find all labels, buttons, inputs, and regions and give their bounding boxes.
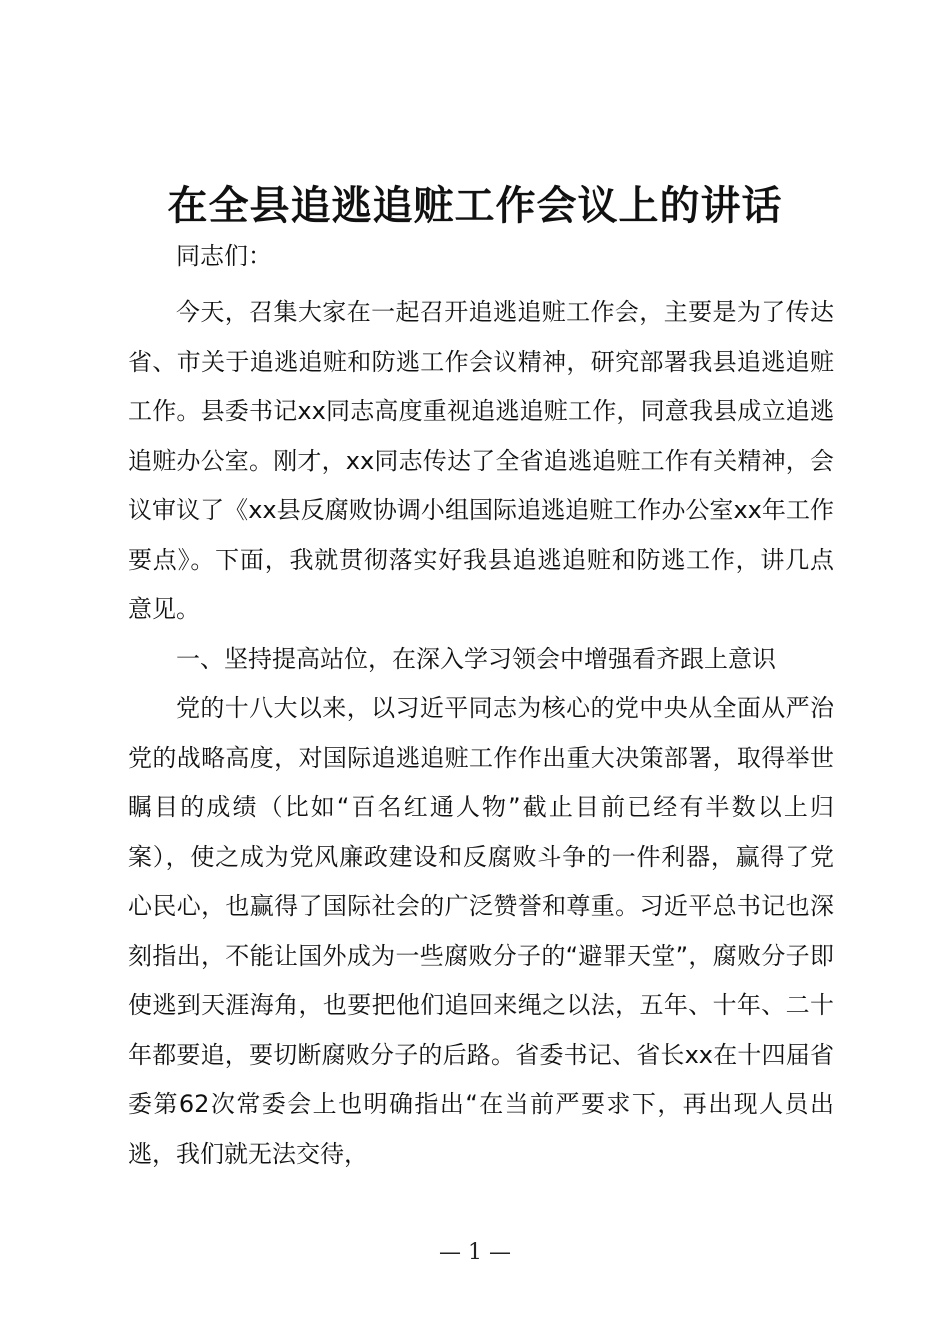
paragraph-intro: 今天，召集大家在一起召开追逃追赃工作会，主要是为了传达省、市关于追逃追赃和防逃工作会议精神，研究部署我县追逃追赃工作。县委书记xx同志高度重视追逃追赃工作，同意我县成立追逃追赃办公室。刚才，xx同志传达了全省追逃追赃工作有关精神，会议审议了《xx县反腐败协调小组国际追逃追赃工作办公室xx年工作要点》。下面，我就贯彻落实好我县追逃追赃和防逃工作，讲几点意见。: [128, 298, 834, 623]
document-title: 在全县追逃追赃工作会议上的讲话: [167, 182, 783, 229]
page-number: — 1 —: [439, 1240, 511, 1265]
section-heading-1: 一、坚持提高站位，在深入学习领会中增强看齐跟上意识: [176, 644, 776, 673]
salutation: 同志们：: [176, 242, 272, 270]
document-body: [128, 236, 834, 1179]
paragraph-section-1: 党的十八大以来，以习近平同志为核心的党中央从全面从严治党的战略高度，对国际追逃追赃工作作出重大决策部署，取得举世瞩目的成绩（比如“百名红通人物”截止目前已经有半数以上归案），使之成为党风廉政建设和反腐败斗争的一件利器，赢得了党心民心，也赢得了国际社会的广泛赞誉和尊重。习近平总书记也深刻指出，不能让国外成为一些腐败分子的“避罪天堂”，腐败分子即使逃到天涯海角，也要把他们追回来绳之以法，五年、十年、二十年都要追，要切断腐败分子的后路。省委书记、省长xx在十四届省委第62次常委会上也明确指出“在当前严要求下，再出现人员出逃，我们就无法交待，: [128, 694, 834, 1168]
